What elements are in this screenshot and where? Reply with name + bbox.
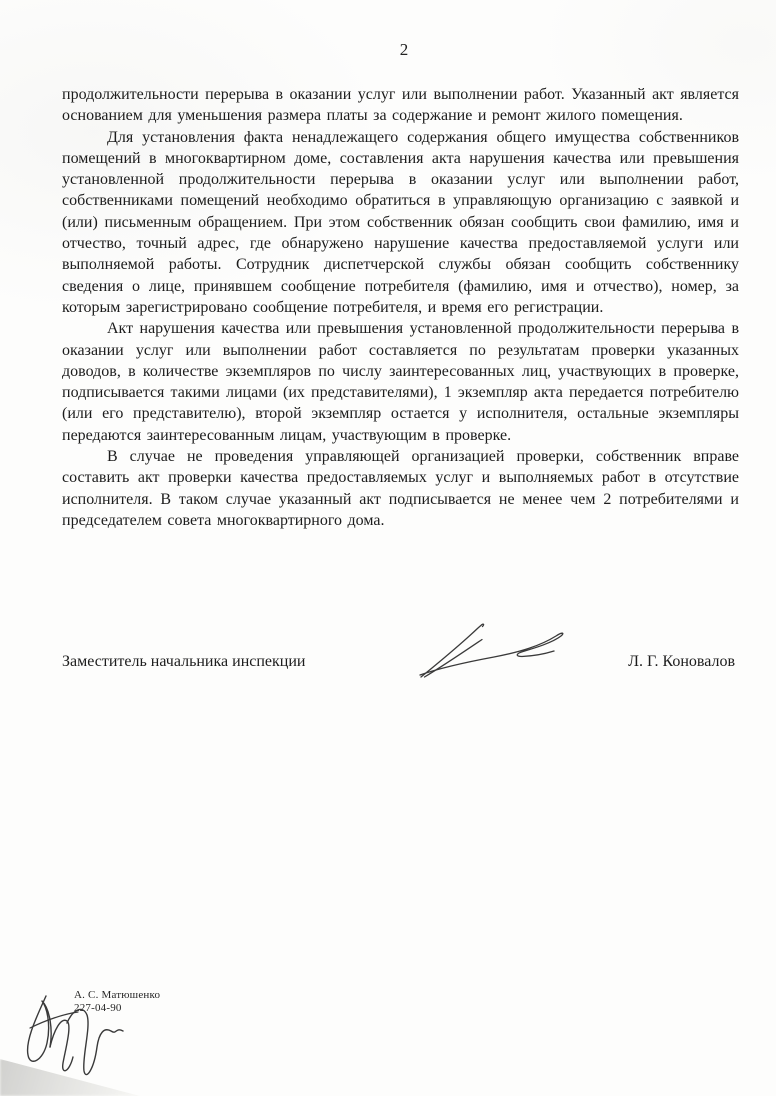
executor-phone: 227-04-90 bbox=[74, 1001, 122, 1014]
body-paragraph-continuation: продолжительности перерыва в оказании услуг или выполнении работ. Указанный акт является основанием для уменьшения размера платы за содержание и ремонт жилого помещения. bbox=[62, 86, 739, 125]
signature-position-title: Заместитель начальника инспекции bbox=[62, 653, 306, 670]
handwritten-signature-konovalov bbox=[412, 617, 572, 683]
executor-name: А. С. Матюшенко bbox=[74, 989, 161, 1001]
body-paragraph: Акт нарушения качества или превышения установленной продолжительности перерыва в оказании услуг или выполнении работ составляется по результатам проверки указанных доводов, в количестве экземпляров по числу заинтересованных лиц, участвующих в проверке, подписывается такими лицами (их представителями), 1 экземпляр акта передается потребителю (или его представителю), второй экземпляр остается у исполнителя, остальные экземпляры передаются заинтересованным лицам, участвующим в проверке. bbox=[62, 320, 739, 444]
document-body bbox=[62, 84, 739, 531]
body-paragraph: В случае не проведения управляющей организацией проверки, собственник вправе составить акт проверки качества предоставляемых услуг и выполняемых работ в отсутствие исполнителя. В таком случае указанный акт подписывается не менее чем 2 потребителями и председателем совета многоквартирного дома. bbox=[62, 448, 739, 529]
signature-row bbox=[62, 653, 739, 677]
page-number: 2 bbox=[399, 40, 409, 59]
signer-name: Л. Г. Коновалов bbox=[628, 653, 735, 670]
body-paragraph: Для установления факта ненадлежащего содержания общего имущества собственников помещений в многоквартирном доме, составления акта нарушения качества или превышения установленной продолжительности перерыва в оказании услуг или выполнении работ, собственниками помещений необходимо обратиться в управляющую организацию с заявкой и (или) письменным обращением. При этом собственник обязан сообщить свои фамилию, имя и отчество, точный адрес, где обнаружено нарушение качества предоставляемой услуги или выполняемой работы. Сотрудник диспетчерской службы обязан сообщить собственнику сведения о лице, принявшем сообщение потребителя (фамилию, имя и отчество), номер, за которым зарегистрировано сообщение потребителя, и время его регистрации. bbox=[62, 128, 739, 316]
